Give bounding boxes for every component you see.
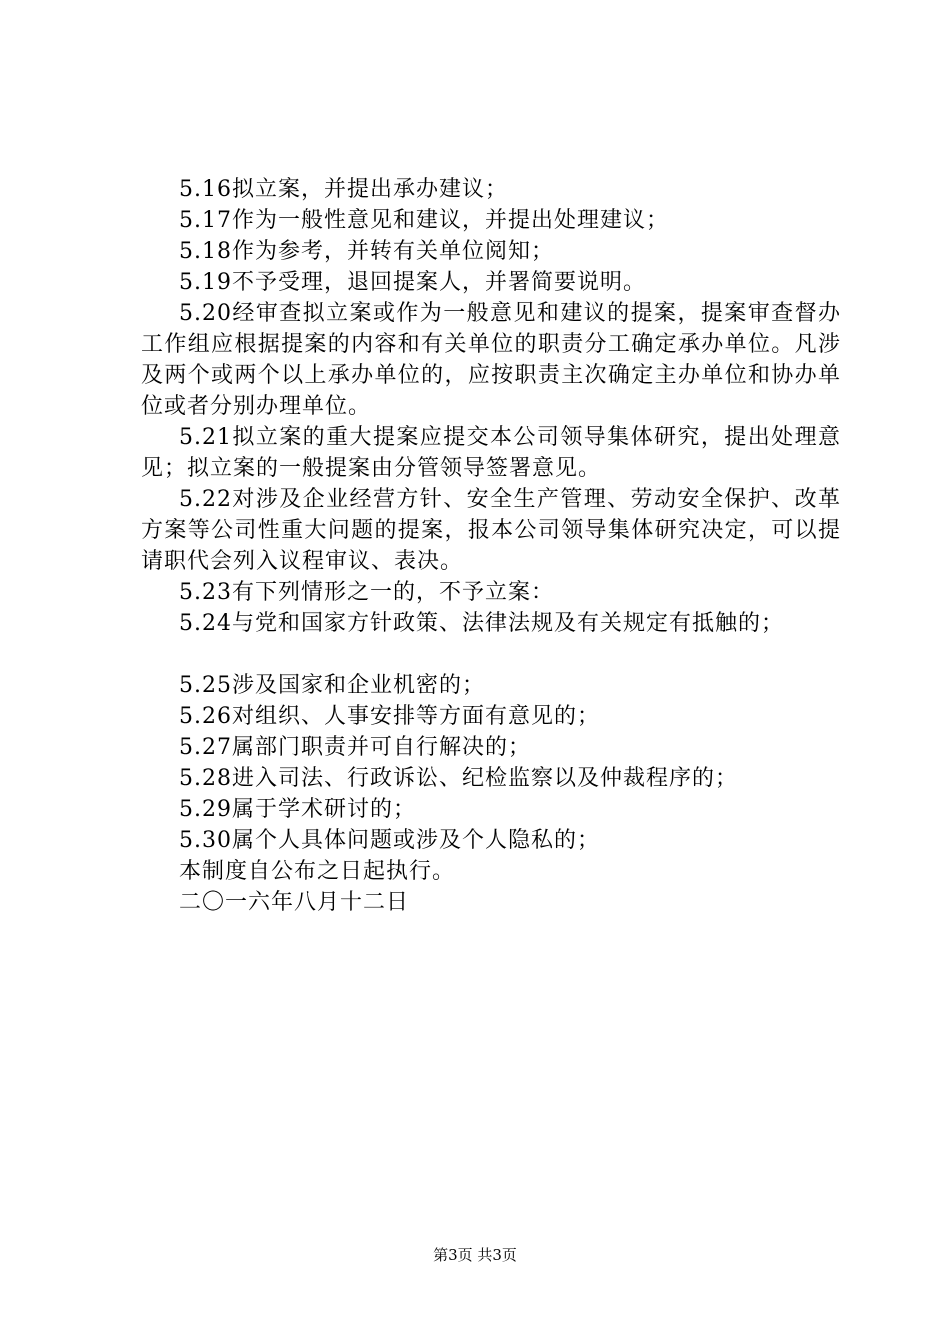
paragraph-5-23: 5.23有下列情形之一的，不予立案： [179, 580, 554, 605]
paragraph-5-29: 5.29属于学术研讨的； [179, 797, 416, 822]
paragraph-5-25: 5.25涉及国家和企业机密的； [179, 673, 485, 698]
paragraph-5-27: 5.27属部门职责并可自行解决的； [179, 735, 531, 760]
page-footer [0, 1245, 950, 1265]
paragraph-5-30: 5.30属个人具体问题或涉及个人隐私的； [179, 828, 600, 853]
paragraph-5-24: 5.24与党和国家方针政策、法律法规及有关规定有抵触的； [179, 611, 784, 636]
paragraph-5-17: 5.17作为一般性意见和建议，并提出处理建议； [179, 208, 669, 233]
paragraph-5-16: 5.16拟立案，并提出承办建议； [179, 177, 508, 202]
paragraph-5-26: 5.26对组织、人事安排等方面有意见的； [179, 704, 600, 729]
paragraph-5-19: 5.19不予受理，退回提案人，并署简要说明。 [179, 270, 646, 295]
paragraph-5-20: 5.20经审查拟立案或作为一般意见和建议的提案，提案审查督办工作组应根据提案的内容和有关单位的职责分工确定承办单位。凡涉及两个或两个以上承办单位的，应按职责主次确定主办单位和协办单位或者分别办理单位。 [141, 301, 841, 419]
paragraph-5-21: 5.21拟立案的重大提案应提交本公司领导集体研究，提出处理意见；拟立案的一般提案由分管领导签署意见。 [141, 425, 841, 481]
paragraph-5-28: 5.28进入司法、行政诉讼、纪检监察以及仲裁程序的； [179, 766, 738, 791]
paragraph-5-22: 5.22对涉及企业经营方针、安全生产管理、劳动安全保护、改革方案等公司性重大问题的提案，报本公司领导集体研究决定，可以提请职代会列入议程审议、表决。 [141, 487, 841, 574]
page-indicator: 第3页 共3页 [433, 1246, 517, 1264]
document-date: 二〇一六年八月十二日 [179, 890, 410, 915]
paragraph-5-18: 5.18作为参考，并转有关单位阅知； [179, 239, 554, 264]
effective-statement: 本制度自公布之日起执行。 [179, 859, 456, 884]
document-body [141, 174, 841, 918]
